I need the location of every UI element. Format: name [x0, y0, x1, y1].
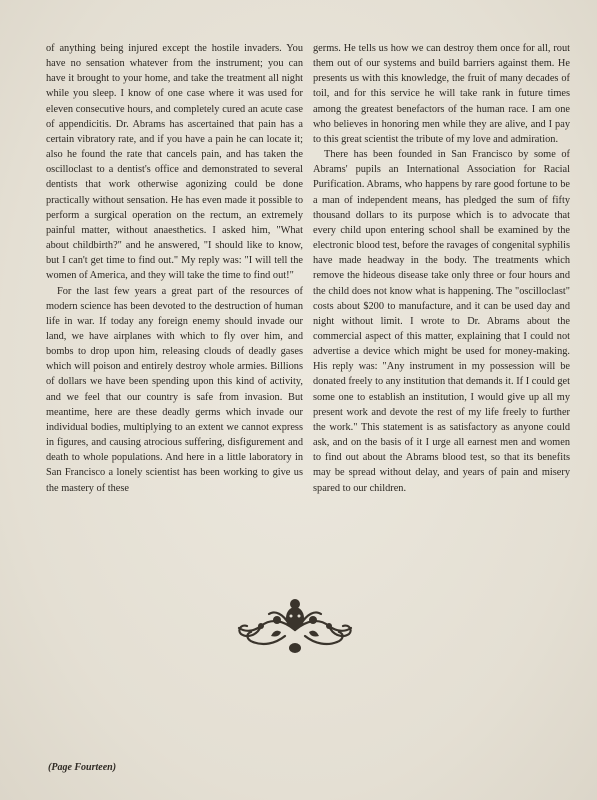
scroll-ornament-icon: [231, 596, 359, 660]
left-text-column: [46, 41, 303, 496]
paragraph: germs. He tells us how we can destroy them once for all, rout them out of our systems and build barriers against them. He presents us with this knowledge, the fruit of many decades of toil, and for this service he will take rank in future times among the greatest benefactors of the human race. I am one who believes in honoring men while they are alive, and I pay to this great scientist the tribute of my love and admiration.: [313, 43, 570, 145]
page-number: (Page Fourteen): [48, 762, 117, 773]
paragraph: of anything being injured except the hostile invaders. You have no sensation whatever from the instrument; you can have it brought to your home, and take the treatment all night while you sleep. I know of one case where it was used for eleven consecutive hours, and completely cured an acute case of appendicitis. Dr. Abrams has ascertained that pain has a certain vibratory rate, and if you have a pain he can locate it; also he found the rate that cancels pain, and has taken the oscilloclast to a dentist's office and demonstrated to several dentists that work otherwise agonizing could be done practically without sensation. He has even made it possible to perform a surgical operation on the rectum, an extremely painful matter, without anaesthetics. I asked him, "What about childbirth?" and he answered, "I should like to know, but I can't get time to find out." My reply was: "I will tell the women of America, and they will take the time to find out!": [46, 43, 303, 282]
paragraph: There has been founded in San Francisco by some of Abrams' pupils an International Association for Racial Purification. Abrams, who happens by rare good fortune to be a man of independent means, has pledged the sum of fifty thousand dollars to its purpose which is to advocate that every child upon entering school shall be examined by the electronic blood test, before the ravages of congenital syphilis have made headway in the body. The treatments which remove the hideous disease take only three or four hours and the child does not know what is happening. The "oscilloclast" costs about $200 to manufacture, and it can be used day and night without limit. I wrote to Dr. Abrams about the commercial aspect of this matter, explaining that I could not advertise a device which might be used for money-making. His reply was: "Any instrument in my possession will be donated freely to any institution that demands it. If I could get some one to establish an institution, I would give up all my present work and devote the rest of my life freely to further the work." This statement is as satisfactory as anyone could ask, and on the basis of it I urge all earnest men and women to find out about the Abrams blood test, so that its benefits may be spread without delay, and years of pain and misery spared to our children.: [313, 149, 570, 494]
right-text-column: [313, 41, 570, 496]
paragraph: For the last few years a great part of the resources of modern science has been devoted to the destruction of human life in war. If today any foreign enemy should invade our land, we have airplanes with which to fly over him, and bombs to drop upon him, releasing clouds of deadly gases which will poison and entirely destroy whole armies. Billions of dollars we have been spending upon this kind of activity, and we feel that our country is safe from invasion. But meantime, here are these deadly germs which invade our individual bodies, multiplying to an extent we cannot express in figures, and causing atrocious suffering, disfigurement and death to whole populations. And here in a little laboratory in San Francisco a lonely scientist has been working to give us the mastery of these: [46, 285, 303, 494]
